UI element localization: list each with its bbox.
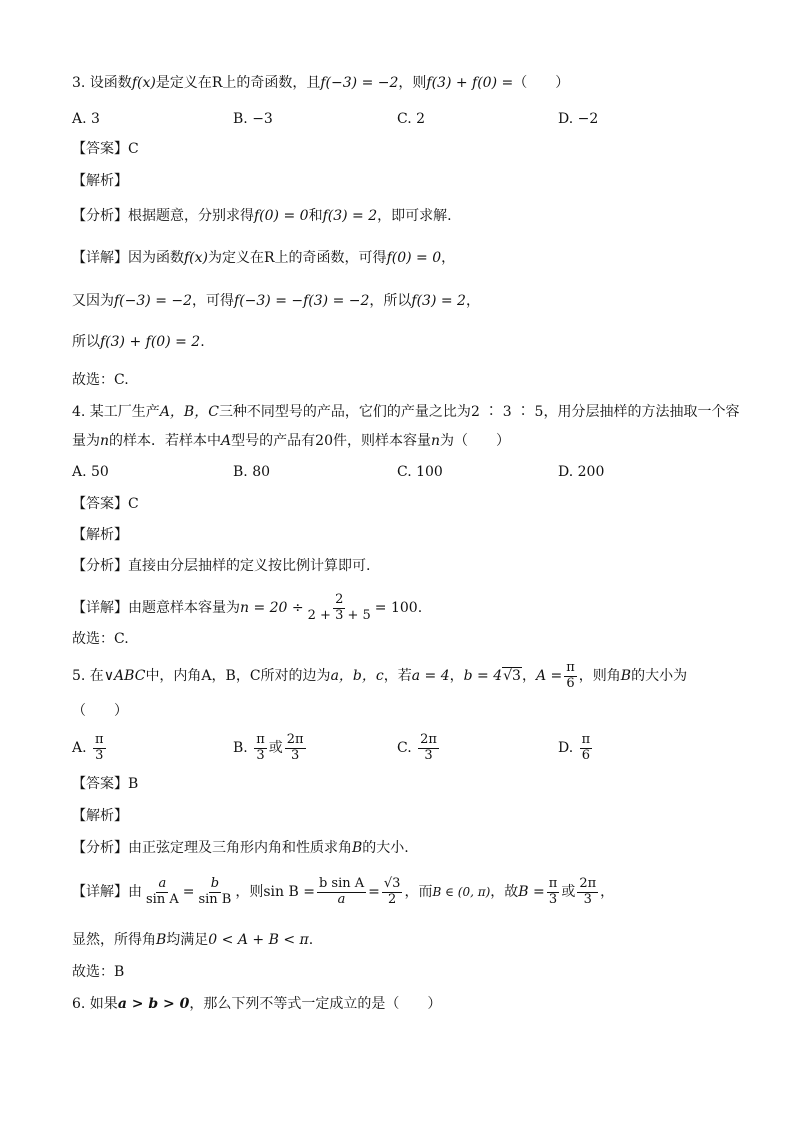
q5-detail-frac3: $\frac{\text{b sin A}}{a}$ <box>318 875 365 907</box>
q5-stem-paren: （ ） <box>72 703 128 719</box>
q5-fenxi: 【分析】由正弦定理及三角形内角和性质求角B的大小. <box>72 840 409 856</box>
q3-option-d: D. −2 <box>558 111 599 127</box>
q3-choose: 故选：C. <box>72 372 129 388</box>
q4-option-b: B. 80 <box>233 464 271 480</box>
q4-option-d: D. 200 <box>558 464 605 480</box>
q5-detail: 【详解】由 $\frac{a}{\text{sin A}}$ = $\frac{b}{\text{sin B}}$ ，则sin B = $\frac{\text{b sin A}}{a}$ = $\frac{√3}{2}$ ，而B ∈ (0, π)，故B = $\frac{\pi}{3}$ 或 $\frac{2\pi}{3}$ ， <box>72 875 615 907</box>
q3-fenxi: 【分析】根据题意，分别求得f(0) = 0和f(3) = 2，即可求解. <box>72 208 452 224</box>
q3-detail-line2: 又因为f(−3) = −2，可得f(−3) = −f(3) = −2，所以f(3) = 2， <box>72 293 480 309</box>
q4-detail: 【详解】由题意样本容量为n = 20 ÷ $\frac{2}{2 + 3 + 5}$ = 100. <box>72 591 423 623</box>
q5-option-b: B. $\frac{\pi}{3}$ 或 $\frac{2\pi}{3}$ <box>233 731 304 763</box>
q5-opt-c-frac: $\frac{2\pi}{3}$ <box>420 731 437 763</box>
q5-option-a: A. $\frac{\pi}{3}$ <box>72 731 104 763</box>
q5-opt-a-frac: $\frac{\pi}{3}$ <box>95 731 104 763</box>
q5-opt-d-frac: $\frac{\pi}{6}$ <box>581 731 591 763</box>
q5-opt-b-frac1: $\frac{\pi}{3}$ <box>256 731 265 763</box>
q3-option-b: B. −3 <box>233 111 273 127</box>
q5-stem-frac: $\frac{\pi}{6}$ <box>566 659 575 691</box>
q3-answer: 【答案】C <box>72 141 139 157</box>
q4-analysis-title: 【解析】 <box>72 527 128 543</box>
q5-detail-frac5: $\frac{\pi}{3}$ <box>548 875 558 907</box>
q5-analysis-title: 【解析】 <box>72 808 128 824</box>
q5-answer: 【答案】B <box>72 776 139 792</box>
q4-stem-line1: 4. 某工厂生产A，B，C三种不同型号的产品，它们的产量之比为2 ∶ 3 ∶ 5，用分层抽样的方法抽取一个容 <box>72 404 740 420</box>
q3-option-c: C. 2 <box>397 111 426 127</box>
q3-detail: 【详解】因为函数f(x)为定义在R上的奇函数，可得f(0) = 0， <box>72 250 456 266</box>
q5-opt-b-frac2: $\frac{2\pi}{3}$ <box>286 731 304 763</box>
q5-obvious: 显然，所得角B均满足0 < A + B < π. <box>72 932 314 948</box>
q5-option-c: C. $\frac{2\pi}{3}$ <box>397 731 437 763</box>
q5-stem: 5. 在∨ABC中，内角A，B，C所对的边为a，b，c，若a = 4，b = 4√3，A = $\frac{\pi}{6}$ ，则角B的大小为 <box>72 659 688 691</box>
q5-choose: 故选：B <box>72 964 125 980</box>
q6-stem: 6. 如果a > b > 0，那么下列不等式一定成立的是（ ） <box>72 996 442 1012</box>
q4-choose: 故选：C. <box>72 631 129 647</box>
q4-option-a: A. 50 <box>72 464 109 480</box>
q4-fraction: $\frac{2}{2 + 3 + 5}$ <box>307 591 371 623</box>
q3-analysis-title: 【解析】 <box>72 173 128 189</box>
q4-stem-line2: 量为n的样本．若样本中A型号的产品有20件，则样本容量n为（ ） <box>72 433 511 449</box>
q4-option-c: C. 100 <box>397 464 443 480</box>
q3-stem: 3. 设函数f(x)是定义在R上的奇函数，且f(−3) = −2，则f(3) + f(0) =（ ） <box>72 75 570 91</box>
q3-option-a: A. 3 <box>72 111 100 127</box>
q3-detail-line3: 所以f(3) + f(0) = 2. <box>72 334 205 350</box>
q5-detail-frac6: $\frac{2\pi}{3}$ <box>579 875 597 907</box>
sqrt-symbol: √3 <box>503 668 521 684</box>
q4-answer: 【答案】C <box>72 496 139 512</box>
q5-detail-frac1: $\frac{a}{\text{sin A}}$ <box>146 875 179 907</box>
q5-detail-frac4: $\frac{√3}{2}$ <box>383 875 401 907</box>
q5-detail-frac2: $\frac{b}{\text{sin B}}$ <box>198 875 232 907</box>
q5-option-d: D. $\frac{\pi}{6}$ <box>558 731 591 763</box>
q4-fenxi: 【分析】直接由分层抽样的定义按比例计算即可. <box>72 558 371 574</box>
